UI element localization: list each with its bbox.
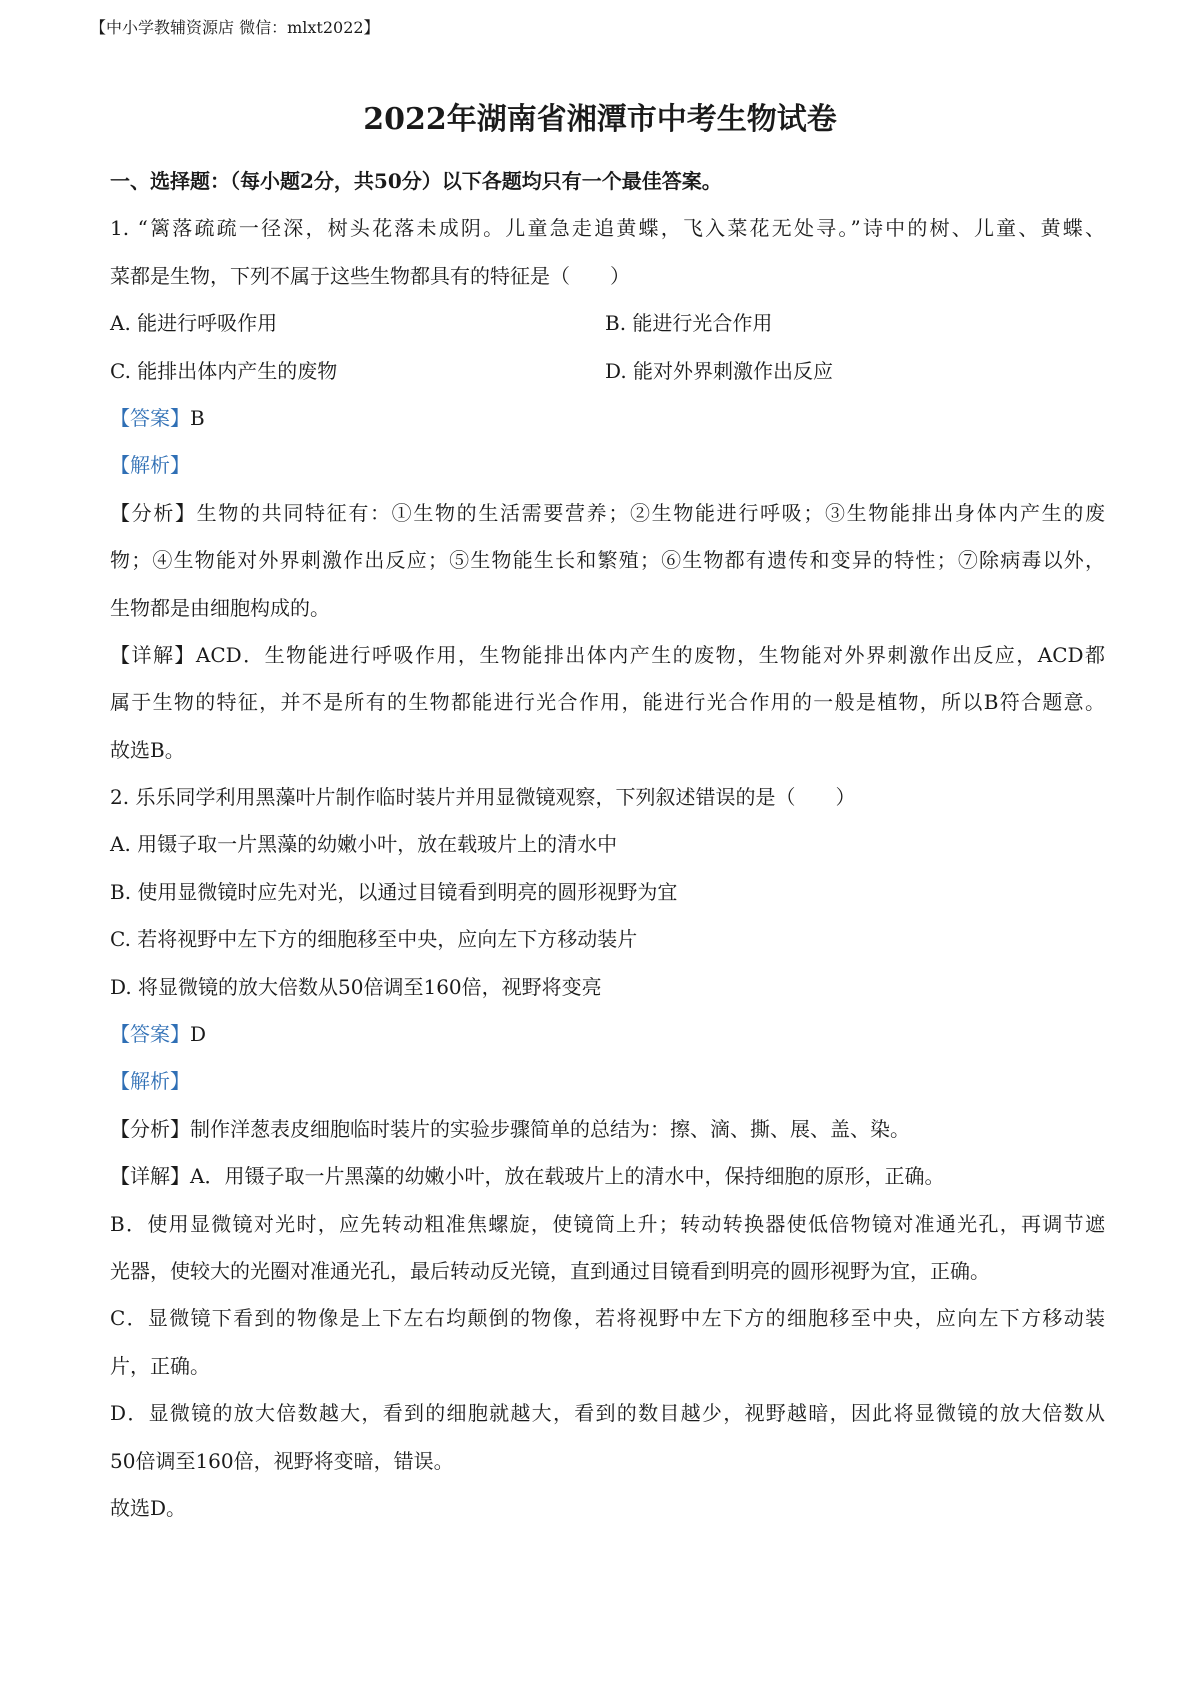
analysis-line: [110, 1058, 1105, 1105]
option-b: B. 能进行光合作用: [605, 311, 773, 336]
options-row: [110, 348, 1105, 395]
analysis-tag: 【解析】: [110, 1069, 190, 1094]
analysis-line: [110, 442, 1105, 489]
xiangjie-tag: 【详解】: [110, 642, 196, 667]
fenxi-text: 制作洋葱表皮细胞临时装片的实验步骤简单的总结为：擦、滴、撕、展、盖、染。: [190, 1116, 910, 1141]
conclusion: 故选D。: [110, 1495, 187, 1520]
fenxi-tag: 【分析】: [110, 500, 197, 525]
answer-line: [110, 395, 1105, 442]
fenxi-paragraph-continued: 物；④生物能对外界刺激作出反应；⑤生物能生长和繁殖；⑥生物都有遗传和变异的特性；⑦除病毒以外，: [110, 548, 1105, 573]
fenxi-text: 生物的共同特征有：①生物的生活需要营养；②生物能进行呼吸；③生物能排出身体内产生的废: [196, 500, 1106, 525]
xiangjie-c-continued: 片，正确。: [110, 1353, 210, 1378]
fenxi-tag: 【分析】: [110, 1116, 190, 1141]
document-body: [110, 158, 1105, 1532]
fenxi-paragraph: [110, 1106, 1105, 1153]
fenxi-paragraph-end: 生物都是由细胞构成的。: [110, 595, 330, 620]
option-d: D. 能对外界刺激作出反应: [605, 358, 834, 383]
answer-tag: 【答案】: [110, 1022, 190, 1047]
conclusion: 故选B。: [110, 737, 185, 762]
xiangjie-text: ACD．生物能进行呼吸作用，生物能排出体内产生的废物，生物能对外界刺激作出反应，ACD都: [195, 642, 1106, 667]
question-stem: 2. 乐乐同学利用黑藻叶片制作临时装片并用显微镜观察，下列叙述错误的是（ ）: [110, 785, 856, 810]
xiangjie-b-continued: 光器，使较大的光圈对准通光孔，最后转动反光镜，直到通过目镜看到明亮的圆形视野为宜，正确。: [110, 1258, 990, 1283]
xiangjie-d-continued: 50倍调至160倍，视野将变暗，错误。: [110, 1448, 454, 1473]
xiangjie-b: B．使用显微镜对光时，应先转动粗准焦螺旋，使镜筒上升；转动转换器使低倍物镜对准通光孔，再调节遮: [110, 1211, 1105, 1236]
xiangjie-tag: 【详解】: [110, 1164, 190, 1189]
option-a: A. 用镊子取一片黑藻的幼嫩小叶，放在载玻片上的清水中: [110, 832, 618, 857]
answer-tag: 【答案】: [110, 405, 190, 430]
question-stem: 1. “篱落疏疏一径深，树头花落未成阴。儿童急走追黄蝶，飞入菜花无处寻。”诗中的树、儿童、黄蝶、: [110, 216, 1105, 241]
answer-value: D: [190, 1022, 207, 1047]
answer-value: B: [190, 405, 205, 430]
section-heading: 一、选择题：（每小题2分，共50分）以下各题均只有一个最佳答案。: [110, 169, 722, 193]
option-a: A. 能进行呼吸作用: [110, 311, 278, 336]
question-stem-continued: 菜都是生物，下列不属于这些生物都具有的特征是（ ）: [110, 263, 630, 288]
header-note: 【中小学教辅资源店 微信：mlxt2022】: [90, 18, 380, 37]
page-title: 2022年湖南省湘潭市中考生物试卷: [363, 102, 837, 137]
xiangjie-d: D．显微镜的放大倍数越大，看到的细胞就越大，看到的数目越少，视野越暗，因此将显微镜的放大倍数从: [110, 1401, 1105, 1426]
fenxi-paragraph: [110, 490, 1105, 537]
option-c: C. 能排出体内产生的废物: [110, 358, 338, 383]
option-c: C. 若将视野中左下方的细胞移至中央，应向左下方移动装片: [110, 927, 638, 952]
xiangjie-text: A．用镊子取一片黑藻的幼嫩小叶，放在载玻片上的清水中，保持细胞的原形，正确。: [190, 1164, 945, 1189]
question-1: [110, 205, 1105, 774]
xiangjie-c: C．显微镜下看到的物像是上下左右均颠倒的物像，若将视野中左下方的细胞移至中央，应向左下方移动装: [110, 1306, 1105, 1331]
xiangjie-paragraph: [110, 632, 1105, 679]
option-b: B. 使用显微镜时应先对光，以通过目镜看到明亮的圆形视野为宜: [110, 879, 678, 904]
question-2: [110, 774, 1105, 1532]
options-row: [110, 300, 1105, 347]
analysis-tag: 【解析】: [110, 453, 190, 478]
xiangjie-paragraph: [110, 1153, 1105, 1200]
option-d: D. 将显微镜的放大倍数从50倍调至160倍，视野将变亮: [110, 974, 602, 999]
answer-line: [110, 1011, 1105, 1058]
xiangjie-paragraph-continued: 属于生物的特征，并不是所有的生物都能进行光合作用，能进行光合作用的一般是植物，所以B符合题意。: [110, 690, 1105, 715]
